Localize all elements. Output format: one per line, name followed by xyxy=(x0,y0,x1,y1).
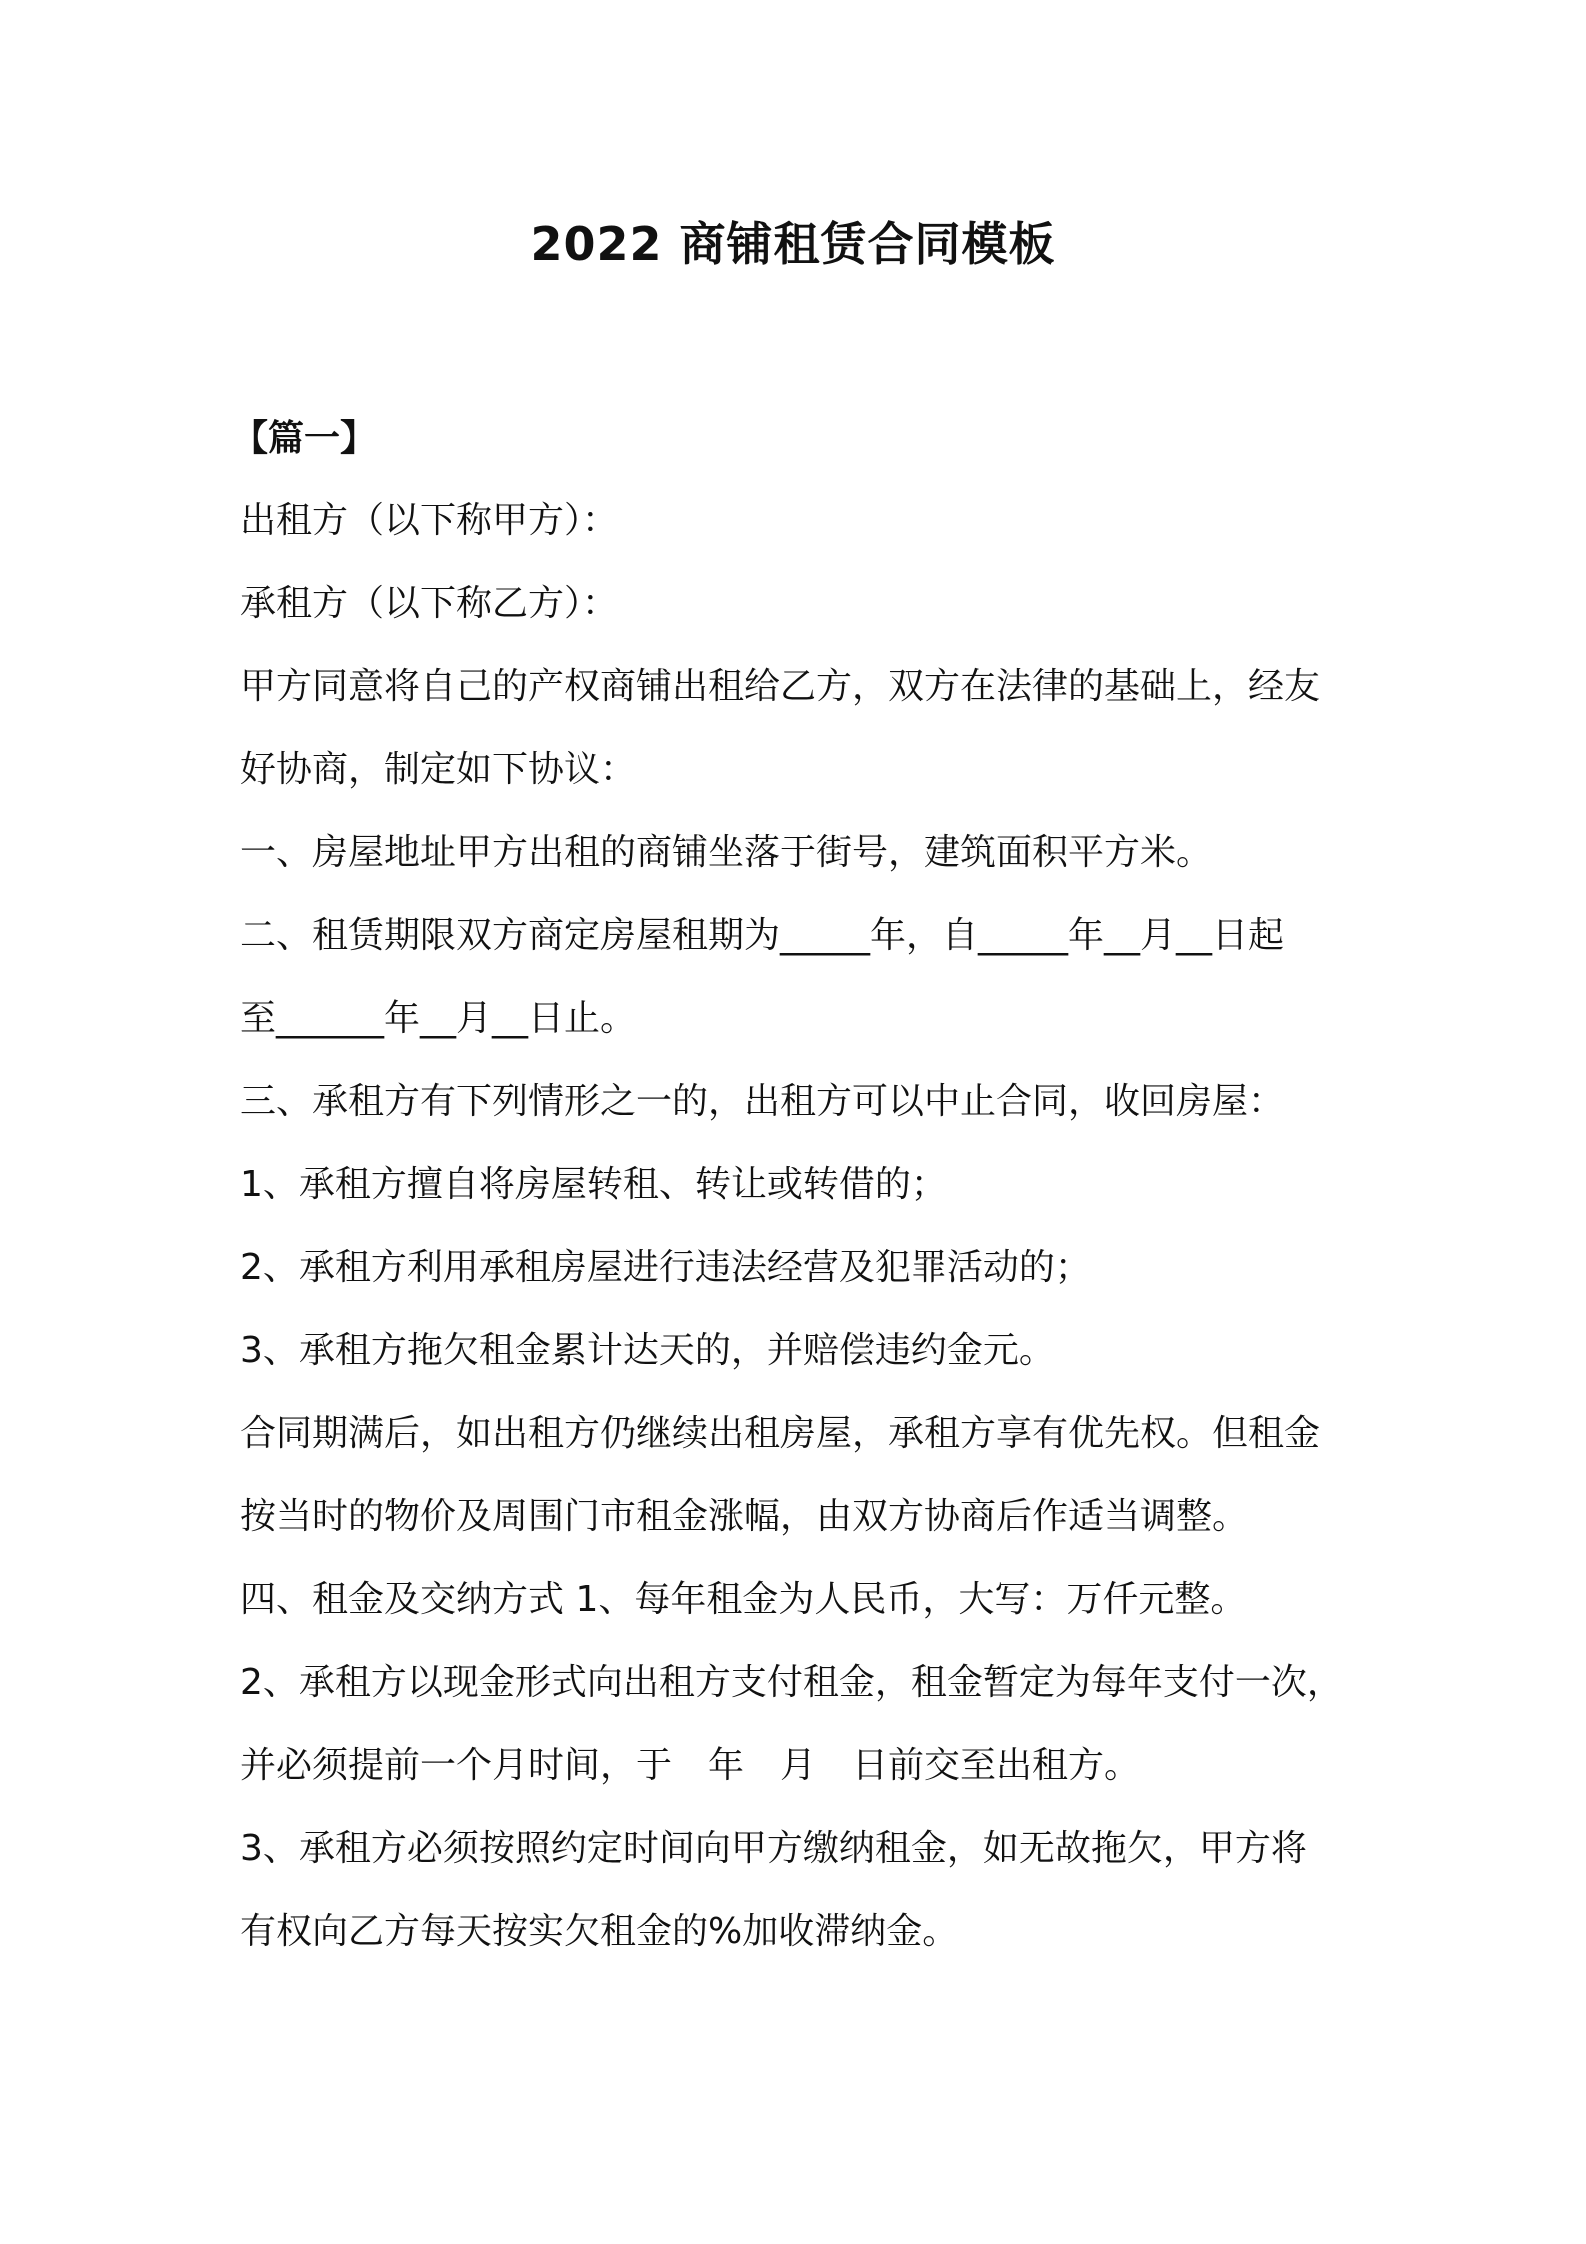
paragraph-line: 并必须提前一个月时间，于 年 月 日前交至出租方。 xyxy=(240,1745,1141,1786)
section-label: 【篇一】 xyxy=(232,418,377,459)
paragraph-line: 3、承租方拖欠租金累计达天的，并赔偿违约金元。 xyxy=(240,1330,1055,1371)
paragraph-line: 至______年__月__日止。 xyxy=(240,998,637,1039)
document-title: 2022 商铺租赁合同模板 xyxy=(530,217,1056,271)
paragraph-line: 出租方（以下称甲方）： xyxy=(240,500,619,541)
paragraph-line: 承租方（以下称乙方）： xyxy=(240,583,619,624)
paragraph-line: 甲方同意将自己的产权商铺出租给乙方，双方在法律的基础上，经友 xyxy=(240,666,1321,707)
paragraph-line: 按当时的物价及周围门市租金涨幅，由双方协商后作适当调整。 xyxy=(240,1496,1249,1537)
paragraph-line: 好协商，制定如下协议： xyxy=(240,749,637,790)
paragraph-line: 一、房屋地址甲方出租的商铺坐落于街号，建筑面积平方米。 xyxy=(240,832,1213,873)
paragraph-line: 3、承租方必须按照约定时间向甲方缴纳租金，如无故拖欠，甲方将 xyxy=(240,1828,1307,1869)
paragraph-line: 2、承租方以现金形式向出租方支付租金，租金暂定为每年支付一次， xyxy=(240,1662,1343,1703)
document-body xyxy=(232,412,1390,1988)
paragraph-line: 二、租赁期限双方商定房屋租期为_____年，自_____年__月__日起 xyxy=(240,915,1285,956)
paragraph-line: 2、承租方利用承租房屋进行违法经营及犯罪活动的； xyxy=(240,1247,1091,1288)
paragraph-line: 有权向乙方每天按实欠租金的%加收滞纳金。 xyxy=(240,1911,959,1952)
paragraph-line: 四、租金及交纳方式 1、每年租金为人民币，大写：万仟元整。 xyxy=(240,1579,1247,1620)
paragraph-line: 1、承租方擅自将房屋转租、转让或转借的； xyxy=(240,1164,947,1205)
paragraph-line: 三、承租方有下列情形之一的，出租方可以中止合同，收回房屋： xyxy=(240,1081,1285,1122)
paragraph-line: 合同期满后，如出租方仍继续出租房屋，承租方享有优先权。但租金 xyxy=(240,1413,1321,1454)
